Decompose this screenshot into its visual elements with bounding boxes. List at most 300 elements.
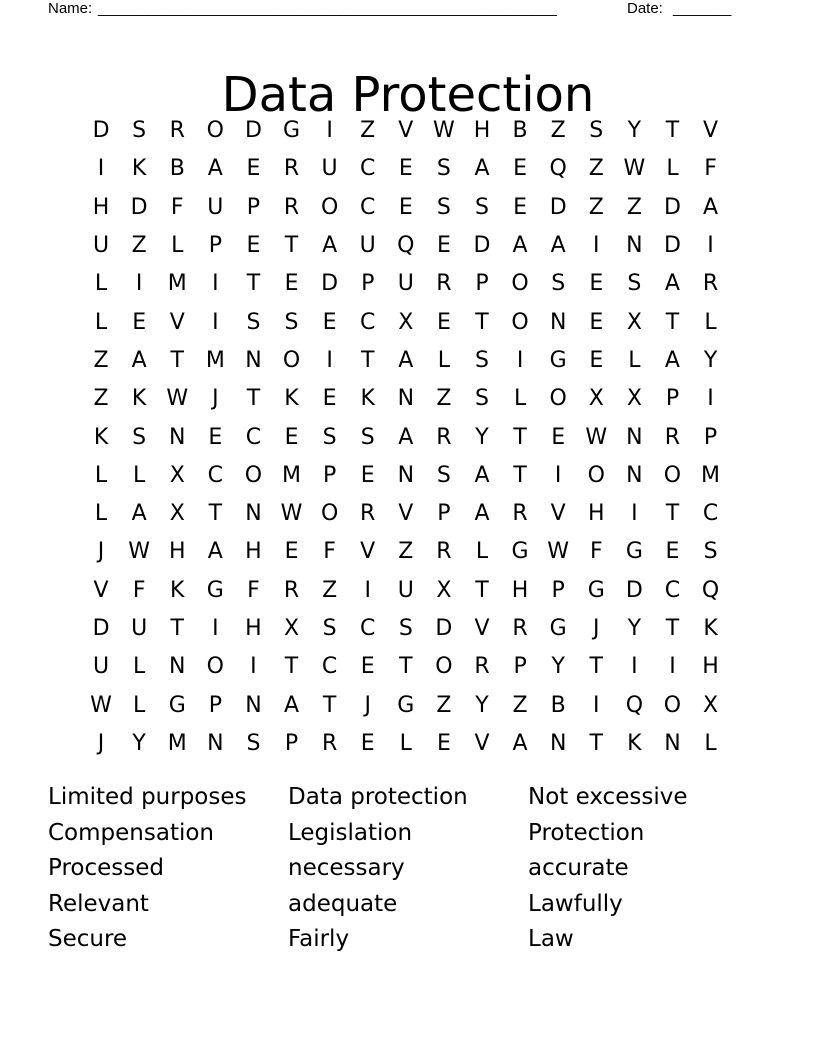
grid-letter[interactable]: D [625, 577, 643, 603]
grid-letter[interactable]: O [320, 501, 339, 527]
grid-letter[interactable]: I [669, 654, 676, 680]
grid-letter[interactable]: P [437, 501, 451, 527]
grid-letter[interactable]: G [397, 692, 415, 718]
grid-letter[interactable]: P [322, 462, 337, 488]
grid-letter[interactable]: Z [360, 118, 376, 144]
grid-letter[interactable]: F [589, 539, 603, 565]
grid-letter[interactable]: O [587, 462, 605, 488]
grid-letter[interactable]: D [549, 194, 567, 220]
grid-letter[interactable]: T [170, 347, 184, 373]
grid-letter[interactable]: V [474, 616, 490, 641]
grid-letter[interactable]: O [320, 194, 339, 220]
grid-letter[interactable]: I [593, 233, 600, 259]
grid-row [82, 457, 730, 495]
grid-letter[interactable]: Y [132, 730, 146, 756]
grid-letter[interactable]: E [132, 309, 147, 335]
grid-letter[interactable]: K [360, 386, 375, 412]
grid-letter[interactable]: L [513, 386, 527, 412]
grid-letter[interactable]: O [244, 462, 263, 488]
grid-letter[interactable]: T [513, 424, 527, 450]
grid-letter[interactable]: S [551, 271, 566, 297]
grid-letter[interactable]: G [168, 692, 186, 718]
grid-letter[interactable]: L [704, 309, 717, 335]
grid-letter[interactable]: H [245, 616, 262, 641]
grid-letter[interactable]: M [167, 730, 187, 756]
grid-letter[interactable]: T [665, 616, 680, 641]
grid-letter[interactable]: S [322, 616, 337, 641]
grid-letter[interactable]: W [280, 501, 303, 527]
grid-letter[interactable]: Y [627, 616, 642, 641]
grid-letter[interactable]: U [131, 616, 148, 641]
grid-letter[interactable]: S [475, 194, 489, 220]
grid-letter[interactable]: A [474, 501, 490, 527]
grid-letter[interactable]: M [282, 462, 301, 488]
grid-letter[interactable]: T [208, 501, 223, 527]
grid-letter[interactable]: N [626, 233, 643, 259]
grid-letter[interactable]: M [701, 462, 721, 488]
grid-letter[interactable]: S [703, 539, 718, 565]
grid-letter[interactable]: A [283, 692, 300, 718]
grid-letter[interactable]: R [436, 271, 452, 297]
grid-letter[interactable]: W [90, 692, 112, 718]
grid-letter[interactable]: T [399, 654, 413, 680]
grid-letter[interactable]: T [475, 577, 489, 603]
grid-letter[interactable]: E [246, 233, 261, 259]
grid-letter[interactable]: R [283, 156, 300, 182]
grid-letter[interactable]: N [245, 347, 262, 373]
grid-letter[interactable]: L [704, 730, 717, 756]
grid-letter[interactable]: Z [93, 347, 109, 373]
grid-letter[interactable]: Z [322, 577, 338, 603]
grid-letter[interactable]: P [475, 271, 489, 297]
grid-letter[interactable]: X [436, 577, 452, 603]
grid-letter[interactable]: Q [701, 577, 720, 603]
grid-letter[interactable]: G [511, 539, 529, 565]
word-list-item: Legislation [288, 819, 413, 846]
grid-letter[interactable]: L [475, 539, 489, 565]
grid-letter[interactable]: L [94, 309, 108, 335]
word-list-item: Fairly [288, 926, 350, 952]
grid-letter[interactable]: Z [588, 156, 604, 182]
grid-letter[interactable]: N [397, 462, 415, 488]
grid-letter[interactable]: R [321, 730, 338, 756]
grid-letter[interactable]: U [397, 577, 414, 603]
grid-letter[interactable]: S [436, 156, 451, 182]
grid-letter[interactable]: I [212, 309, 219, 335]
grid-letter[interactable]: F [323, 539, 336, 565]
grid-letter[interactable]: O [435, 654, 453, 680]
grid-letter[interactable]: D [130, 194, 148, 220]
grid-letter[interactable]: G [549, 616, 567, 641]
grid-letter[interactable]: U [321, 156, 338, 182]
grid-letter[interactable]: R [512, 616, 528, 641]
grid-letter[interactable]: N [549, 309, 567, 335]
grid-letter[interactable]: U [397, 271, 414, 297]
grid-letter[interactable]: O [282, 347, 301, 373]
grid-letter[interactable]: I [516, 347, 524, 373]
grid-letter[interactable]: Z [550, 118, 566, 144]
grid-letter[interactable]: H [511, 577, 529, 603]
grid-letter[interactable]: S [322, 424, 337, 450]
grid-letter[interactable]: N [626, 424, 643, 450]
grid-letter[interactable]: T [665, 501, 680, 527]
grid-letter[interactable]: T [360, 347, 375, 373]
grid-letter[interactable]: Y [551, 654, 565, 680]
grid-letter[interactable]: D [473, 233, 491, 259]
grid-letter[interactable]: Z [398, 539, 414, 565]
grid-letter[interactable]: A [398, 347, 414, 373]
grid-letter[interactable]: I [135, 271, 143, 297]
grid-letter[interactable]: D [321, 271, 339, 297]
grid-letter[interactable]: Z [436, 386, 452, 412]
grid-letter[interactable]: S [475, 386, 489, 412]
grid-letter[interactable]: W [547, 539, 570, 565]
grid-letter[interactable]: U [92, 233, 110, 259]
grid-letter[interactable]: L [171, 233, 184, 259]
grid-letter[interactable]: J [364, 692, 371, 718]
grid-letter[interactable]: N [549, 730, 567, 756]
name-field[interactable]: _______________________________________________________ [98, 0, 557, 17]
grid-letter[interactable]: H [92, 194, 110, 220]
grid-letter[interactable]: E [246, 156, 261, 182]
grid-letter[interactable]: S [284, 309, 299, 335]
grid-letter[interactable]: E [360, 462, 375, 488]
grid-letter[interactable]: Z [93, 386, 109, 412]
grid-letter[interactable]: E [436, 233, 451, 259]
grid-letter[interactable]: G [625, 539, 643, 565]
grid-letter[interactable]: A [512, 730, 528, 756]
grid-letter[interactable]: O [206, 118, 224, 144]
grid-letter[interactable]: X [626, 309, 642, 335]
grid-letter[interactable]: F [132, 577, 146, 603]
grid-letter[interactable]: X [169, 462, 185, 488]
grid-letter[interactable]: C [664, 577, 681, 603]
grid-letter[interactable]: U [207, 194, 224, 220]
grid-letter[interactable]: T [589, 654, 603, 680]
grid-letter[interactable]: F [170, 194, 184, 220]
grid-letter[interactable]: A [512, 233, 528, 259]
grid-letter[interactable]: N [664, 730, 681, 756]
grid-letter[interactable]: W [128, 539, 151, 565]
grid-letter[interactable]: T [665, 309, 680, 335]
grid-letter[interactable]: T [513, 462, 527, 488]
grid-letter[interactable]: L [94, 462, 108, 488]
grid-letter[interactable]: A [474, 462, 490, 488]
grid-letter[interactable]: I [326, 347, 333, 373]
grid-letter[interactable]: S [589, 118, 604, 144]
grid-letter[interactable]: M [167, 271, 187, 297]
grid-letter[interactable]: A [131, 347, 147, 373]
grid-letter[interactable]: A [207, 539, 223, 565]
word-list-item: accurate [528, 855, 629, 881]
grid-row [82, 227, 730, 265]
grid-letter[interactable]: I [364, 577, 371, 603]
grid-letter[interactable]: X [398, 309, 414, 335]
grid-letter[interactable]: R [702, 271, 719, 297]
grid-letter[interactable]: E [436, 730, 451, 756]
grid-letter[interactable]: K [627, 730, 642, 756]
grid-letter[interactable]: G [549, 347, 567, 373]
grid-letter[interactable]: M [205, 347, 225, 373]
grid-letter[interactable]: S [475, 347, 489, 373]
grid-letter[interactable]: A [474, 156, 490, 182]
grid-letter[interactable]: O [511, 309, 529, 335]
grid-letter[interactable]: P [208, 692, 222, 718]
grid-letter[interactable]: L [628, 347, 641, 373]
grid-letter[interactable]: T [246, 386, 261, 412]
grid-letter[interactable]: L [94, 271, 108, 297]
grid-letter[interactable]: Q [397, 233, 415, 259]
grid-letter[interactable]: H [587, 501, 605, 527]
word-list-item: Limited purposes [48, 784, 247, 810]
grid-letter[interactable]: X [626, 386, 642, 412]
grid-letter[interactable]: I [97, 156, 105, 182]
grid-letter[interactable]: J [593, 616, 600, 641]
grid-letter[interactable]: W [433, 118, 455, 144]
grid-letter[interactable]: S [436, 462, 451, 488]
grid-letter[interactable]: R [283, 577, 300, 603]
grid-letter[interactable]: E [360, 730, 375, 756]
grid-letter[interactable]: C [321, 654, 338, 680]
grid-letter[interactable]: I [631, 654, 638, 680]
grid-letter[interactable]: C [702, 501, 719, 527]
grid-letter[interactable]: L [437, 347, 451, 373]
grid-letter[interactable]: R [512, 501, 528, 527]
grid-letter[interactable]: T [246, 271, 261, 297]
grid-letter[interactable]: Z [131, 233, 147, 259]
grid-letter[interactable]: N [207, 730, 224, 756]
grid-letter[interactable]: W [585, 424, 608, 450]
grid-letter[interactable]: D [663, 194, 681, 220]
grid-letter[interactable]: D [92, 118, 110, 144]
date-label: Date: [627, 0, 663, 17]
grid-letter[interactable]: J [212, 386, 219, 412]
grid-letter[interactable]: V [398, 118, 414, 144]
grid-letter[interactable]: L [133, 692, 146, 718]
grid-letter[interactable]: S [398, 616, 413, 641]
grid-letter[interactable]: H [702, 654, 719, 680]
grid-letter[interactable]: R [283, 194, 300, 220]
grid-letter[interactable]: V [169, 309, 185, 335]
grid-letter[interactable]: W [166, 386, 189, 412]
grid-letter[interactable]: E [513, 194, 528, 220]
grid-letter[interactable]: G [282, 118, 301, 144]
grid-letter[interactable]: S [246, 730, 261, 756]
grid-letter[interactable]: S [246, 309, 261, 335]
grid-letter[interactable]: L [133, 654, 146, 680]
grid-letter[interactable]: N [397, 386, 415, 412]
grid-letter[interactable]: I [631, 501, 638, 527]
grid-letter[interactable]: T [665, 118, 680, 144]
grid-letter[interactable]: A [322, 233, 338, 259]
grid-letter[interactable]: C [360, 156, 376, 182]
grid-letter[interactable]: S [132, 424, 147, 450]
grid-letter[interactable]: K [131, 156, 147, 182]
grid-row [82, 418, 730, 456]
grid-letter[interactable]: O [206, 654, 224, 680]
grid-letter[interactable]: L [133, 462, 146, 488]
grid-letter[interactable]: E [589, 271, 604, 297]
grid-letter[interactable]: A [664, 347, 680, 373]
grid-letter[interactable]: A [131, 501, 147, 527]
grid-letter[interactable]: I [250, 654, 257, 680]
grid-letter[interactable]: E [665, 539, 680, 565]
date-field[interactable]: _______ [673, 0, 732, 17]
grid-letter[interactable]: G [206, 577, 224, 603]
grid-letter[interactable]: P [361, 271, 375, 297]
grid-letter[interactable]: T [284, 654, 299, 680]
grid-letter[interactable]: E [589, 347, 604, 373]
grid-letter[interactable]: E [551, 424, 566, 450]
grid-letter[interactable]: A [398, 424, 414, 450]
grid-letter[interactable]: I [707, 386, 714, 412]
grid-letter[interactable]: V [550, 501, 566, 527]
grid-letter[interactable]: W [623, 156, 646, 182]
grid-letter[interactable]: E [208, 424, 223, 450]
grid-letter[interactable]: X [588, 386, 604, 412]
grid-letter[interactable]: V [474, 730, 490, 756]
grid-letter[interactable]: R [360, 501, 376, 527]
grid-letter[interactable]: I [212, 616, 219, 641]
grid-letter[interactable]: N [169, 424, 186, 450]
grid-letter[interactable]: G [587, 577, 605, 603]
grid-letter[interactable]: T [475, 309, 489, 335]
grid-letter[interactable]: Y [627, 118, 642, 144]
grid-letter[interactable]: O [663, 462, 682, 488]
grid-letter[interactable]: E [398, 194, 413, 220]
grid-letter[interactable]: B [550, 692, 566, 718]
grid-letter[interactable]: O [511, 271, 529, 297]
grid-letter[interactable]: P [551, 577, 565, 603]
grid-letter[interactable]: E [322, 309, 337, 335]
grid-letter[interactable]: Y [475, 424, 489, 450]
grid-letter[interactable]: J [97, 539, 105, 565]
grid-letter[interactable]: F [704, 156, 717, 182]
grid-letter[interactable]: Y [475, 692, 489, 718]
grid-letter[interactable]: Z [436, 692, 452, 718]
grid-letter[interactable]: A [550, 233, 566, 259]
grid-letter[interactable]: Z [588, 194, 604, 220]
grid-letter[interactable]: D [92, 616, 110, 641]
grid-letter[interactable]: I [554, 462, 562, 488]
grid-letter[interactable]: E [589, 309, 604, 335]
grid-letter[interactable]: X [169, 501, 185, 527]
grid-letter[interactable]: E [436, 309, 451, 335]
grid-letter[interactable]: N [169, 654, 186, 680]
grid-letter[interactable]: C [360, 616, 376, 641]
grid-letter[interactable]: V [398, 501, 414, 527]
grid-letter[interactable]: R [664, 424, 681, 450]
grid-letter[interactable]: N [626, 462, 643, 488]
grid-letter[interactable]: S [627, 271, 642, 297]
grid-letter[interactable]: S [132, 118, 147, 144]
grid-letter[interactable]: P [284, 730, 299, 756]
grid-letter[interactable]: I [326, 118, 333, 144]
grid-letter[interactable]: T [284, 233, 299, 259]
grid-letter[interactable]: U [92, 654, 110, 680]
grid-letter[interactable]: C [245, 424, 262, 450]
word-list-item: Data protection [288, 784, 468, 810]
grid-letter[interactable]: E [322, 386, 337, 412]
grid-letter[interactable]: E [284, 424, 299, 450]
grid-letter[interactable]: O [663, 692, 682, 718]
grid-letter[interactable]: P [665, 386, 680, 412]
grid-letter[interactable]: V [93, 577, 109, 603]
grid-letter[interactable]: X [283, 616, 300, 641]
grid-letter[interactable]: D [435, 616, 453, 641]
grid-letter[interactable]: K [170, 577, 185, 603]
grid-letter[interactable]: L [94, 501, 108, 527]
grid-letter[interactable]: Z [626, 194, 642, 220]
grid-letter[interactable]: X [703, 692, 719, 718]
grid-letter[interactable]: T [322, 692, 337, 718]
grid-letter[interactable]: T [170, 616, 184, 641]
grid-letter[interactable]: O [549, 386, 567, 412]
grid-letter[interactable]: P [703, 424, 718, 450]
grid-letter[interactable]: D [244, 118, 262, 144]
grid-letter[interactable]: E [284, 539, 299, 565]
grid-letter[interactable]: Z [512, 692, 528, 718]
grid-letter[interactable]: U [359, 233, 376, 259]
grid-letter[interactable]: N [245, 501, 262, 527]
grid-letter[interactable]: A [703, 194, 719, 220]
grid-letter[interactable]: E [398, 156, 413, 182]
grid-letter[interactable]: E [513, 156, 528, 182]
grid-letter[interactable]: A [664, 271, 680, 297]
grid-letter[interactable]: L [666, 156, 679, 182]
grid-letter[interactable]: H [245, 539, 262, 565]
grid-letter[interactable]: F [247, 577, 260, 603]
grid-letter[interactable]: R [169, 118, 185, 144]
grid-letter[interactable]: C [360, 309, 376, 335]
grid-letter[interactable]: N [245, 692, 262, 718]
grid-letter[interactable]: Q [625, 692, 644, 718]
grid-letter[interactable]: I [707, 233, 714, 259]
grid-letter[interactable]: K [131, 386, 147, 412]
grid-letter[interactable]: J [97, 730, 105, 756]
grid-letter[interactable]: S [360, 424, 375, 450]
grid-letter[interactable]: P [513, 654, 527, 680]
grid-letter[interactable]: K [703, 616, 718, 641]
grid-letter[interactable]: S [436, 194, 451, 220]
grid-letter[interactable]: B [169, 156, 185, 182]
grid-letter[interactable]: D [663, 233, 681, 259]
grid-letter[interactable]: E [284, 271, 299, 297]
grid-letter[interactable]: V [703, 118, 719, 144]
grid-letter[interactable]: A [207, 156, 223, 182]
grid-letter[interactable]: H [473, 118, 491, 144]
grid-letter[interactable]: L [399, 730, 412, 756]
grid-letter[interactable]: T [589, 730, 603, 756]
grid-letter[interactable]: E [360, 654, 375, 680]
grid-letter[interactable]: I [593, 692, 600, 718]
grid-letter[interactable]: I [212, 271, 219, 297]
grid-letter[interactable]: R [436, 539, 452, 565]
grid-letter[interactable]: K [284, 386, 299, 412]
grid-letter[interactable]: P [208, 233, 222, 259]
grid-letter[interactable]: K [93, 424, 109, 450]
grid-letter[interactable]: P [246, 194, 261, 220]
grid-letter[interactable]: B [512, 118, 528, 144]
grid-letter[interactable]: Q [549, 156, 567, 182]
grid-letter[interactable]: H [168, 539, 186, 565]
grid-letter[interactable]: Y [703, 347, 718, 373]
grid-letter[interactable]: R [436, 424, 452, 450]
grid-letter[interactable]: C [207, 462, 224, 488]
grid-letter[interactable]: C [360, 194, 376, 220]
grid-letter[interactable]: V [360, 539, 376, 565]
grid-letter[interactable]: R [474, 654, 490, 680]
